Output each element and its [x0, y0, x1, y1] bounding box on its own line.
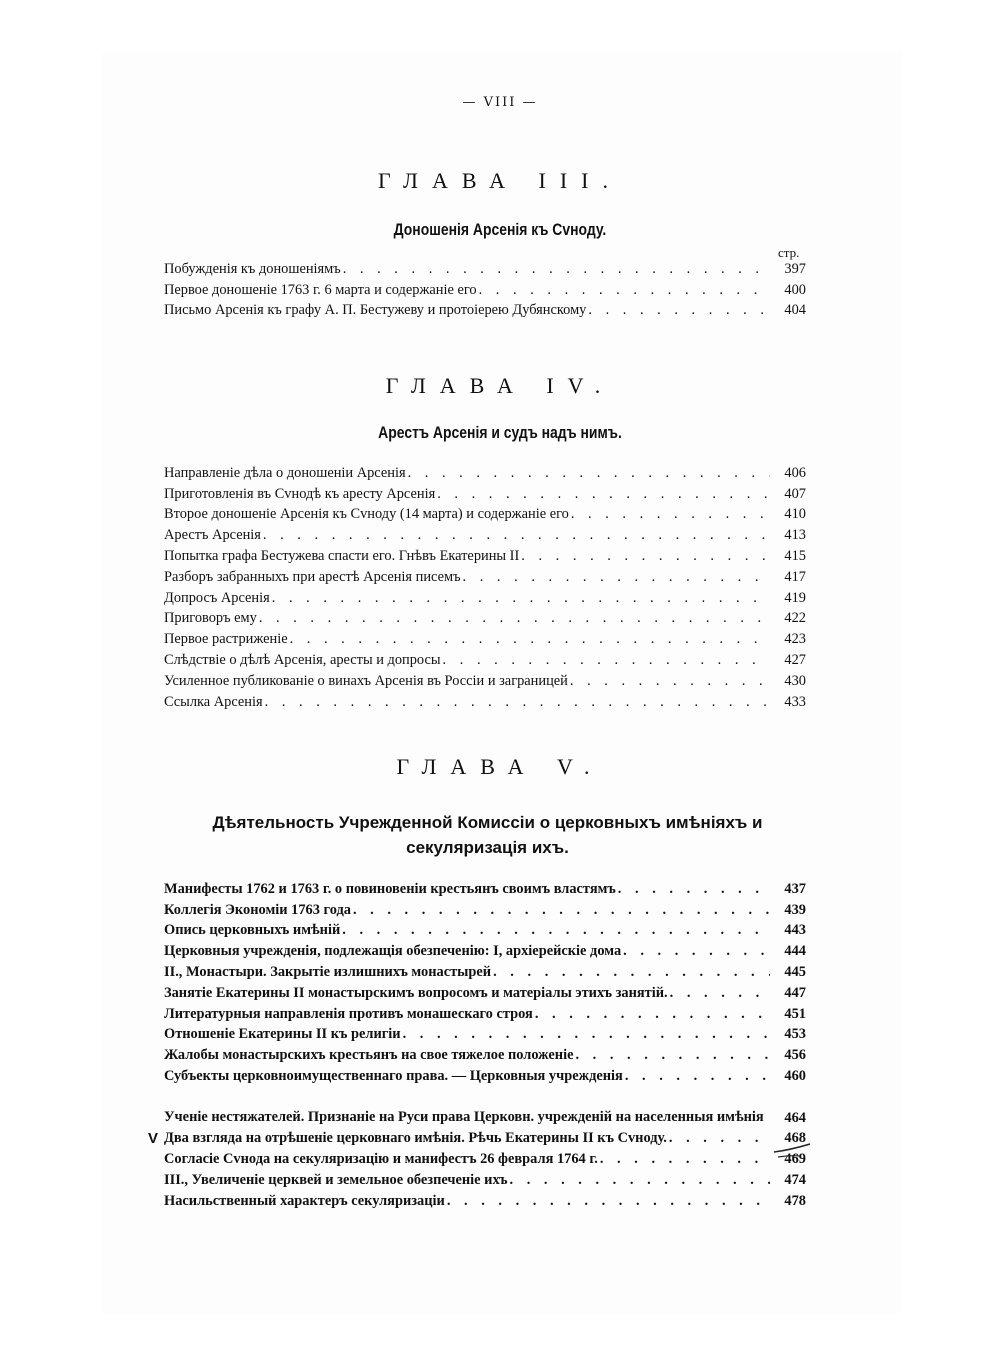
chapter-4-title: ГЛАВА IV. — [385, 373, 615, 398]
toc-entry[interactable]: Первое доношеніе 1763 г. 6 марта и содержаніе его . . . 400 — [164, 279, 806, 300]
leader-dots — [625, 1066, 770, 1086]
toc-entry[interactable]: Усиленное публикованіе о винахъ Арсенія въ Россіи и заграницей . . . 430 — [164, 670, 806, 691]
page-number: 423 — [784, 631, 806, 648]
toc-entry[interactable]: Ссылка Арсенія . . . 433 — [164, 691, 806, 712]
leader-dots — [343, 259, 770, 279]
page-number: 468 — [784, 1130, 806, 1147]
chapter-4-toc — [164, 462, 806, 712]
leader-dots — [535, 1004, 770, 1024]
toc-entry[interactable]: Церковныя учрежденія, подлежащія обезпеченію: I, архіерейскіе дома . . . 444 — [164, 940, 806, 961]
page-number: 453 — [784, 1026, 806, 1043]
leader-dots — [571, 504, 770, 524]
toc-entry[interactable]: III., Увеличеніе церквей и земельное обезпеченіе ихъ . . . 474 — [164, 1169, 806, 1190]
leader-dots — [521, 546, 770, 566]
leader-dots — [342, 920, 770, 940]
leader-dots — [408, 463, 770, 483]
page-column-header: стр. — [778, 245, 800, 260]
toc-entry[interactable]: Опись церковныхъ имѣній . . . 443 — [164, 920, 806, 941]
toc-entry[interactable]: Два взгляда на отрѣшеніе церковнаго имѣнія. Рѣчь Екатерины II къ Сvноду. . . . 468 — [164, 1128, 806, 1149]
leader-dots — [493, 962, 770, 982]
leader-dots — [670, 983, 770, 1003]
toc-entry[interactable]: Направленіе дѣла о доношеніи Арсенія . . . 406 — [164, 462, 806, 483]
toc-entry[interactable]: Приговоръ ему . . . 422 — [164, 608, 806, 629]
underline-mark-icon — [770, 1140, 815, 1160]
page-number: 417 — [784, 568, 806, 585]
toc-entry[interactable]: Первое растриженіе . . . 423 — [164, 628, 806, 649]
page-number: 419 — [784, 589, 806, 606]
toc-entry[interactable]: Допросъ Арсенія . . . 419 — [164, 587, 806, 608]
page-number: 445 — [784, 963, 806, 980]
page-number: 439 — [784, 901, 806, 918]
page-number: 406 — [784, 464, 806, 481]
page-number: 397 — [784, 260, 806, 277]
toc-entry[interactable]: Насильственный характеръ секуляризаціи . . . 478 — [164, 1190, 806, 1211]
toc-entry[interactable]: Занятіе Екатерины II монастырскимъ вопросомъ и матеріалы этихъ занятій. . . . 447 — [164, 982, 806, 1003]
toc-entry[interactable]: Отношеніе Екатерины II къ религіи . . . 453 — [164, 1024, 806, 1045]
leader-dots — [290, 629, 770, 649]
page-number: 444 — [784, 943, 806, 960]
toc-entry[interactable]: Ученіе нестяжателей. Признаніе на Руси права Церковн. учрежденій на населенныя имѣнія 464 — [164, 1108, 806, 1126]
page-number: 422 — [784, 610, 806, 627]
page-number: 464 — [784, 1109, 806, 1126]
chapter-5-title: ГЛАВА V. — [396, 754, 604, 779]
page-number: 415 — [784, 547, 806, 564]
leader-dots — [623, 941, 770, 961]
leader-dots — [437, 484, 770, 504]
leader-dots — [479, 280, 770, 300]
page-number: 460 — [784, 1067, 806, 1084]
leader-dots — [463, 567, 770, 587]
leader-dots — [570, 671, 770, 691]
leader-dots — [669, 1128, 770, 1148]
toc-entry[interactable]: Жалобы монастырскихъ крестьянъ на свое тяжелое положеніе . . . 456 — [164, 1044, 806, 1065]
chapter-5-subtitle: Дѣятельность Учрежденной Комиссіи о церковныхъ имѣніяхъ и секуляризація ихъ. — [212, 813, 763, 857]
leader-dots — [353, 900, 770, 920]
page-number: 433 — [784, 693, 806, 710]
toc-entry[interactable]: Письмо Арсенія къ графу А. П. Бестужеву и протоіерею Дубянскому . . . 404 — [164, 300, 806, 321]
page-folio: — VIII — — [462, 95, 538, 110]
toc-entry[interactable]: Коллегія Экономіи 1763 года . . . 439 — [164, 899, 806, 920]
chapter-3-subtitle: Доношенія Арсенія къ Сvноду. — [393, 220, 607, 239]
page-number: 478 — [784, 1192, 806, 1209]
leader-dots — [272, 588, 770, 608]
page-number: 404 — [784, 302, 806, 319]
leader-dots — [600, 1149, 770, 1169]
page-number: 474 — [784, 1171, 806, 1188]
toc-entry[interactable]: Приготовленія въ Сvнодѣ къ аресту Арсенія . . . 407 — [164, 483, 806, 504]
page-number: 443 — [784, 922, 806, 939]
toc-entry[interactable]: Литературныя направленія противъ монашескаго строя . . . 451 — [164, 1003, 806, 1024]
toc-entry[interactable]: Манифесты 1762 и 1763 г. о повиновеніи крестьянъ своимъ властямъ . . . 437 — [164, 878, 806, 899]
page-number: 451 — [784, 1005, 806, 1022]
toc-entry[interactable]: Субъекты церковноимущественнаго права. — Церковныя учрежденія . . . 460 — [164, 1065, 806, 1086]
page-number: 407 — [784, 485, 806, 502]
chapter-3-toc — [164, 258, 806, 320]
toc-entry[interactable]: Слѣдствіе о дѣлѣ Арсенія, аресты и допросы . . . 427 — [164, 649, 806, 670]
leader-dots — [575, 1045, 770, 1065]
leader-dots — [403, 1024, 770, 1044]
page-number: 430 — [784, 672, 806, 689]
toc-entry[interactable]: Согласіе Сvнода на секуляризацію и манифестъ 26 февраля 1764 г. . . . 469 — [164, 1148, 806, 1169]
leader-dots — [259, 608, 770, 628]
leader-dots — [588, 300, 770, 320]
toc-entry[interactable]: II., Монастыри. Закрытіе излишнихъ монастырей . . . 445 — [164, 961, 806, 982]
page-number: 413 — [784, 527, 806, 544]
chapter-5-toc — [164, 878, 806, 1211]
checkmark-icon: V — [148, 1130, 159, 1147]
page-number: 410 — [784, 506, 806, 523]
leader-dots — [510, 1170, 771, 1190]
page-number: 437 — [784, 880, 806, 897]
page-number: 447 — [784, 984, 806, 1001]
leader-dots — [618, 879, 770, 899]
toc-entry[interactable]: Второе доношеніе Арсенія къ Сvноду (14 марта) и содержаніе его . . . 410 — [164, 504, 806, 525]
leader-dots — [263, 525, 770, 545]
page-number: 400 — [784, 281, 806, 298]
chapter-4-subtitle: Арестъ Арсенія и судъ надъ нимъ. — [378, 423, 622, 442]
toc-entry[interactable]: Арестъ Арсенія . . . 413 — [164, 524, 806, 545]
leader-dots — [447, 1191, 770, 1211]
toc-entry[interactable]: Разборъ забранныхъ при арестѣ Арсенія писемъ . . . 417 — [164, 566, 806, 587]
leader-dots — [265, 692, 770, 712]
page-number: 427 — [784, 651, 806, 668]
leader-dots — [443, 650, 770, 670]
page-number: 469 — [784, 1151, 806, 1168]
page-number: 456 — [784, 1047, 806, 1064]
toc-entry[interactable]: Побужденія къ доношеніямъ . . . 397 — [164, 258, 806, 279]
chapter-3-title: ГЛАВА III. — [377, 168, 623, 193]
toc-entry[interactable]: Попытка графа Бестужева спасти его. Гнѣвъ Екатерины II . . . 415 — [164, 545, 806, 566]
